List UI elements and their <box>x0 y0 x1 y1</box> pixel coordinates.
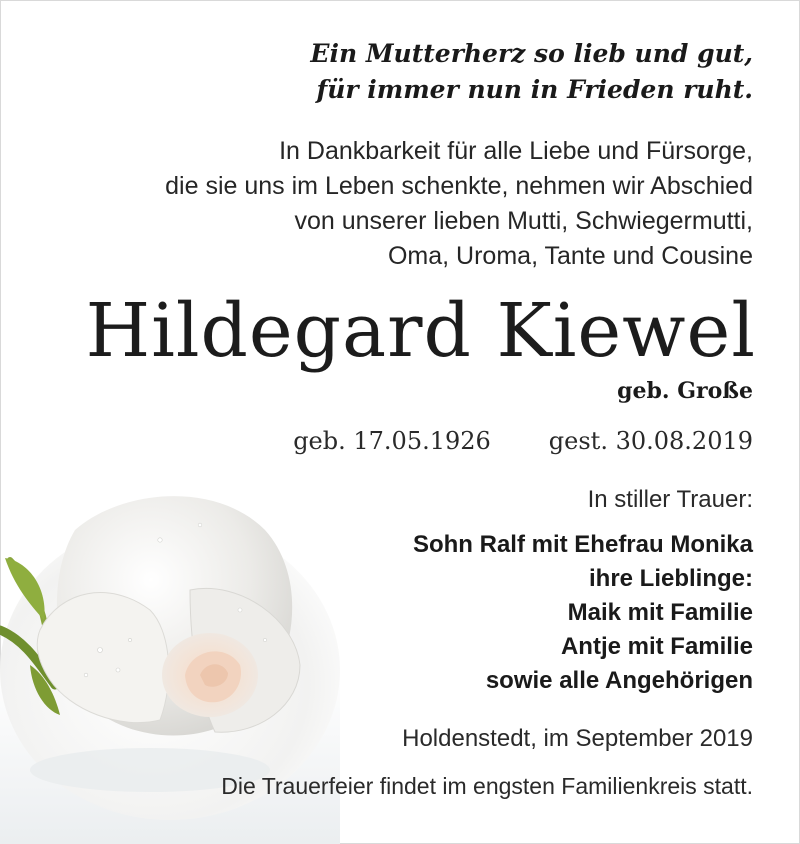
intro-line: von unserer lieben Mutti, Schwiegermutti, <box>294 207 753 235</box>
birth-date: geb. 17.05.1926 <box>293 427 491 455</box>
motto-line: für immer nun in Frieden ruht. <box>316 75 753 104</box>
place-and-date: Holdenstedt, im September 2019 <box>402 725 753 752</box>
mourner-line: Maik mit Familie <box>567 599 753 626</box>
intro-line: Oma, Uroma, Tante und Cousine <box>387 242 753 270</box>
intro-line: die sie uns im Leben schenkte, nehmen wir Abschied <box>165 172 753 200</box>
mourner-line: sowie alle Angehörigen <box>485 667 753 694</box>
mourning-heading: In stiller Trauer: <box>587 486 753 513</box>
funeral-note: Die Trauerfeier findet im engsten Familienkreis statt. <box>221 773 753 799</box>
mourner-line: ihre Lieblinge: <box>588 565 753 592</box>
intro-text <box>165 134 753 274</box>
motto <box>310 36 753 108</box>
motto-line: Ein Mutterherz so lieb und gut, <box>310 39 753 68</box>
maiden-name: geb. Große <box>617 378 753 404</box>
mourners-list <box>413 528 753 698</box>
deceased-name: Hildegard Kiewel <box>85 288 756 374</box>
mourner-line: Antje mit Familie <box>560 633 753 660</box>
death-date: gest. 30.08.2019 <box>548 427 753 455</box>
life-dates <box>293 424 753 458</box>
intro-line: In Dankbarkeit für alle Liebe und Fürsorge, <box>279 137 753 165</box>
mourner-line: Sohn Ralf mit Ehefrau Monika <box>412 531 753 558</box>
